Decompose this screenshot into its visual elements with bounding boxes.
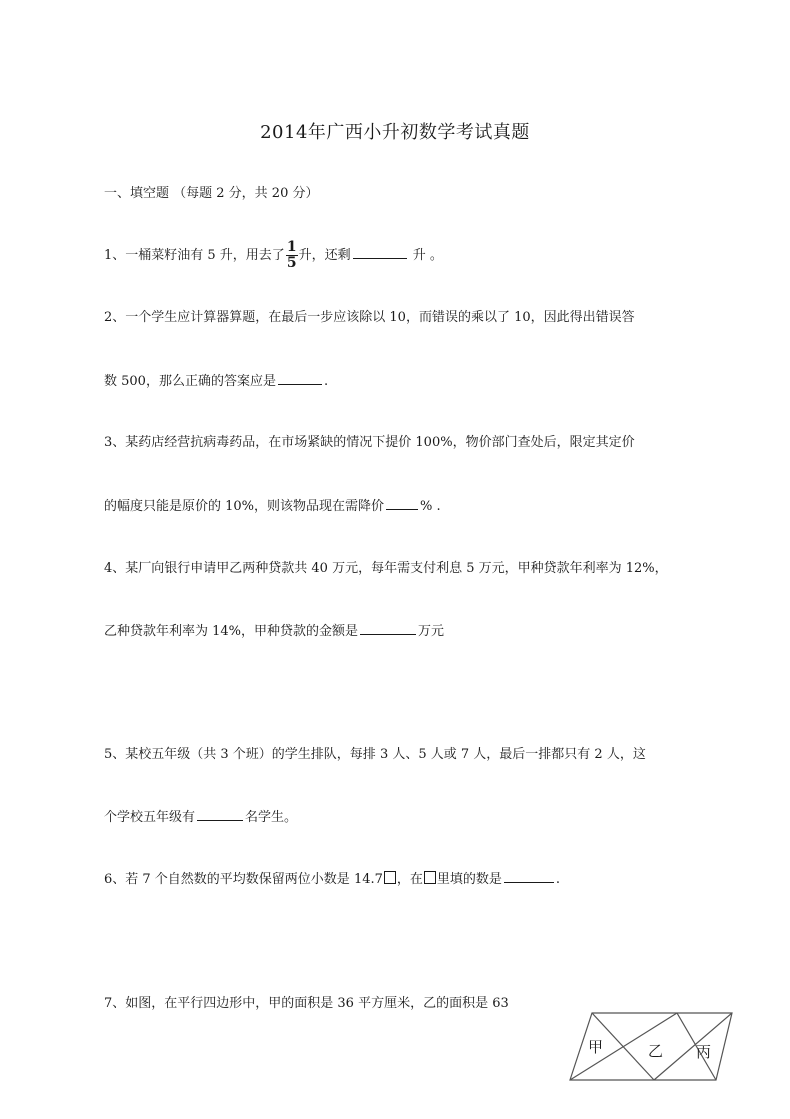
diagonal-line-4 bbox=[654, 1013, 732, 1080]
question-3-line-2 bbox=[104, 495, 441, 514]
question-6 bbox=[104, 868, 560, 887]
q5-line2-prefix: 个学校五年级有 bbox=[104, 810, 196, 825]
q6-suffix-before: 里填的数是 bbox=[436, 872, 502, 887]
q3-answer-blank[interactable] bbox=[386, 497, 418, 510]
section-heading: 一、填空题 （每题 2 分，共 20 分） bbox=[104, 186, 319, 201]
q1-suffix: 升 。 bbox=[408, 248, 443, 263]
q1-answer-blank[interactable] bbox=[353, 246, 407, 259]
question-2-line-1: 2、一个学生应计算器算题，在最后一步应该除以 10，而错误的乘以了 10，因此得出错误答 bbox=[104, 310, 635, 325]
fraction-numerator: 1 bbox=[286, 239, 297, 255]
parallelogram-diagram bbox=[566, 1012, 736, 1086]
q3-line2-suffix: % . bbox=[420, 499, 441, 514]
question-5-line-2 bbox=[104, 806, 297, 825]
q4-answer-blank[interactable] bbox=[360, 622, 416, 635]
q2-line2-suffix: . bbox=[323, 374, 329, 389]
parallelogram-figure bbox=[566, 1012, 736, 1086]
question-2-line-2 bbox=[104, 370, 328, 389]
q3-line2-prefix: 的幅度只能是原价的 10%，则该物品现在需降价 bbox=[104, 499, 385, 514]
question-1 bbox=[104, 240, 443, 271]
fraction-denominator: 5 bbox=[286, 255, 297, 271]
question-7: 7、如图，在平行四边形中，甲的面积是 36 平方厘米，乙的面积是 63 bbox=[104, 996, 509, 1011]
page-title: 2014年广西小升初数学考试真题 bbox=[260, 122, 530, 143]
question-4-line-2 bbox=[104, 620, 444, 639]
question-5-line-1: 5、某校五年级（共 3 个班）的学生排队，每排 3 人、5 人或 7 人，最后一排都只有 2 人，这 bbox=[104, 747, 646, 762]
q5-answer-blank[interactable] bbox=[197, 808, 243, 821]
question-4-line-1: 4、某厂向银行申请甲乙两种贷款共 40 万元，每年需支付利息 5 万元，甲种贷款年利率为 12%， bbox=[104, 561, 668, 576]
q4-line2-prefix: 乙种贷款年利率为 14%，甲种贷款的金额是 bbox=[104, 624, 359, 639]
empty-box-icon bbox=[384, 871, 396, 884]
q6-middle: ，在 bbox=[396, 872, 423, 887]
q2-line2-prefix: 数 500，那么正确的答案应是 bbox=[104, 374, 276, 389]
empty-box-icon bbox=[424, 871, 436, 884]
q5-line2-suffix: 名学生。 bbox=[245, 810, 298, 825]
question-3-line-1: 3、某药店经营抗病毒药品，在市场紧缺的情况下提价 100%，物价部门查处后，限定其定价 bbox=[104, 435, 635, 450]
q1-prefix: 1、一桶菜籽油有 5 升，用去了 bbox=[104, 248, 285, 263]
label-jia: 甲 bbox=[588, 1038, 604, 1056]
q6-answer-blank[interactable] bbox=[504, 870, 554, 883]
label-bing: 丙 bbox=[696, 1043, 712, 1061]
q4-line2-suffix: 万元 bbox=[418, 624, 445, 639]
label-yi: 乙 bbox=[648, 1042, 664, 1060]
q6-prefix: 6、若 7 个自然数的平均数保留两位小数是 14.7 bbox=[104, 872, 383, 887]
q2-answer-blank[interactable] bbox=[278, 372, 322, 385]
q1-middle: 升，还剩 bbox=[298, 248, 351, 263]
q6-suffix-end: . bbox=[555, 872, 561, 887]
fraction-one-fifth bbox=[286, 240, 298, 271]
